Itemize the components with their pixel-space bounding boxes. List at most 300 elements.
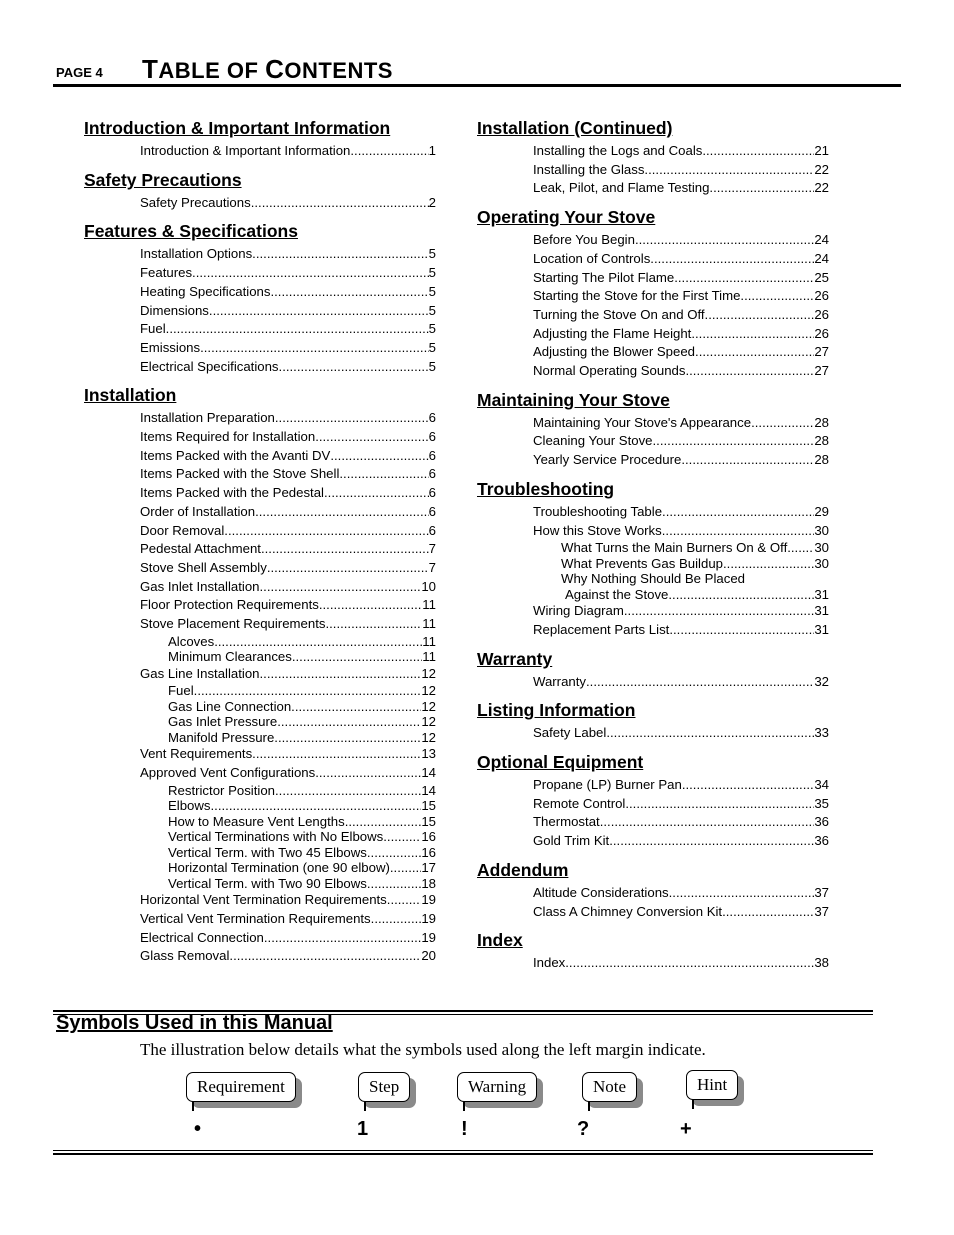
toc-entry	[84, 745, 436, 764]
header-rule	[53, 84, 901, 87]
entry-page-number: 37	[814, 903, 829, 919]
toc-left-column	[84, 118, 436, 975]
toc-entry	[84, 876, 436, 892]
toc-section	[84, 385, 436, 966]
entry-page-number: 35	[814, 795, 829, 811]
entry-title: Leak, Pilot, and Flame Testing	[533, 180, 710, 196]
entry-title: Adjusting the Blower Speed	[533, 344, 696, 360]
section-heading: Operating Your Stove	[477, 207, 656, 228]
toc-entry	[84, 559, 436, 578]
entry-page-number: 12	[421, 714, 436, 730]
entry-title: Fuel	[168, 683, 194, 699]
symbols-description: The illustration below details what the symbols used along the left margin indicate.	[140, 1040, 706, 1059]
dot-leader	[339, 465, 428, 484]
toc-section	[477, 700, 829, 743]
dot-leader	[625, 795, 814, 814]
dot-leader	[705, 306, 815, 325]
entry-title: Items Packed with the Pedestal	[140, 485, 324, 501]
entry-page-number: 31	[814, 586, 829, 602]
entry-page-number: 5	[428, 358, 436, 374]
section-heading: Warranty	[477, 648, 553, 669]
toc-entry	[84, 320, 436, 339]
section-heading: Listing Information	[477, 700, 636, 721]
dot-leader	[275, 783, 421, 799]
dot-leader	[324, 484, 429, 503]
entry-page-number: 30	[814, 540, 829, 556]
toc-right-column	[477, 118, 829, 982]
entry-title: Electrical Connection	[140, 929, 264, 945]
entry-title: Class A Chimney Conversion Kit	[533, 903, 723, 919]
entry-page-number: 37	[814, 884, 829, 900]
page-number: PAGE 4	[56, 65, 103, 80]
entry-title: Safety Precautions	[140, 194, 251, 210]
entry-page-number: 10	[421, 578, 436, 594]
dot-leader	[315, 764, 421, 783]
warning-exclamation-icon: !	[461, 1118, 468, 1140]
entry-title: Order of Installation	[140, 503, 256, 519]
entry-title: Electrical Specifications	[140, 358, 279, 374]
entry-page-number: 30	[814, 522, 829, 538]
dot-leader	[260, 578, 422, 597]
dot-leader	[371, 910, 422, 929]
entry-page-number: 7	[428, 559, 436, 575]
entry-title: Gas Line Connection	[168, 698, 292, 714]
symbols-title: Symbols Used in this Manual	[56, 1012, 333, 1034]
toc-entry	[84, 596, 436, 615]
toc-entry	[84, 339, 436, 358]
section-heading: Installation (Continued)	[477, 118, 673, 138]
entry-title: Adjusting the Flame Height	[533, 325, 692, 341]
entry-page-number: 17	[421, 860, 436, 876]
page-header	[56, 52, 901, 86]
toc-entry	[84, 264, 436, 283]
entry-page-number: 5	[428, 321, 436, 337]
dot-leader	[315, 428, 428, 447]
dot-leader	[662, 522, 815, 541]
section-heading: Safety Precautions	[84, 169, 242, 190]
entry-title: Gold Trim Kit	[533, 833, 610, 849]
entry-title: Emissions	[140, 339, 201, 355]
toc-entry	[84, 283, 436, 302]
dot-leader	[275, 409, 429, 428]
divider	[53, 1150, 873, 1151]
toc-entry	[477, 602, 829, 621]
dot-leader	[709, 179, 814, 198]
dot-leader	[624, 602, 814, 621]
dot-leader	[367, 845, 421, 861]
entry-page-number: 14	[421, 782, 436, 798]
entry-title: Altitude Considerations	[533, 884, 669, 900]
entry-title: Pedestal Attachment	[140, 541, 261, 557]
entry-title: Installation Options	[140, 246, 253, 262]
entry-title: Normal Operating Sounds	[533, 363, 686, 379]
section-heading: Troubleshooting	[477, 478, 615, 499]
dot-leader	[279, 358, 429, 377]
dot-leader	[261, 540, 429, 559]
toc-section	[477, 207, 829, 381]
toc-entry	[84, 503, 436, 522]
dot-leader	[787, 540, 814, 556]
entry-title: Vertical Term. with Two 90 Elbows	[168, 875, 367, 891]
entry-page-number: 6	[428, 429, 436, 445]
dot-leader	[350, 142, 428, 161]
entry-page-number: 25	[814, 269, 829, 285]
section-heading: Index	[477, 930, 523, 951]
toc-entry	[477, 343, 829, 362]
entry-page-number: 13	[421, 746, 436, 762]
toc-entry	[477, 556, 829, 572]
warning-bubble	[457, 1072, 537, 1102]
entry-title: Wiring Diagram	[533, 603, 624, 619]
toc-entry	[477, 954, 829, 973]
dot-leader	[668, 587, 814, 603]
toc-entry	[477, 287, 829, 306]
dot-leader	[600, 813, 815, 832]
toc-entry	[477, 776, 829, 795]
entry-title: Floor Protection Requirements	[140, 597, 319, 613]
entry-title: Maintaining Your Stove's Appearance	[533, 414, 752, 430]
entry-page-number: 11	[422, 649, 436, 665]
toc-section	[477, 752, 829, 851]
dot-leader	[390, 860, 421, 876]
entry-page-number: 5	[428, 283, 436, 299]
toc-entry	[84, 428, 436, 447]
toc-entry	[84, 522, 436, 541]
entry-page-number: 6	[428, 447, 436, 463]
entry-page-number: 12	[421, 665, 436, 681]
toc-entry	[84, 683, 436, 699]
entry-page-number: 19	[421, 911, 436, 927]
entry-page-number: 5	[428, 302, 436, 318]
entry-title: Fuel	[140, 321, 166, 337]
entry-page-number: 30	[814, 555, 829, 571]
dot-leader	[695, 343, 814, 362]
toc-entry	[477, 724, 829, 743]
toc-entry	[84, 829, 436, 845]
toc-entry	[477, 142, 829, 161]
toc-entry	[84, 142, 436, 161]
entry-page-number: 26	[814, 288, 829, 304]
dot-leader	[325, 615, 422, 634]
toc-section	[477, 649, 829, 692]
entry-title: Starting The Pilot Flame	[533, 269, 675, 285]
toc-entry	[477, 231, 829, 250]
dot-leader	[669, 884, 815, 903]
dot-leader	[609, 832, 814, 851]
section-heading: Features & Specifications	[84, 221, 298, 242]
entry-title: What Prevents Gas Buildup	[561, 555, 723, 571]
dot-leader	[565, 954, 814, 973]
dot-leader	[252, 245, 428, 264]
toc-entry	[84, 730, 436, 746]
toc-entry	[477, 161, 829, 180]
toc-entry	[477, 522, 829, 541]
entry-page-number: 27	[814, 344, 829, 360]
toc-entry	[84, 891, 436, 910]
dot-leader	[367, 876, 421, 892]
dot-leader	[644, 161, 814, 180]
toc-entry	[477, 451, 829, 470]
hint-label: Hint	[686, 1070, 738, 1100]
entry-title: Safety Label	[533, 725, 607, 741]
toc-section	[477, 390, 829, 470]
toc-entry	[477, 269, 829, 288]
dot-leader	[387, 891, 422, 910]
entry-title: Warranty	[533, 673, 587, 689]
entry-title: Turning the Stove On and Off	[533, 306, 705, 322]
toc-entry	[84, 615, 436, 634]
entry-title: Restrictor Position	[168, 782, 276, 798]
toc-entry	[477, 306, 829, 325]
dot-leader	[255, 503, 429, 522]
dot-leader	[345, 814, 422, 830]
hint-plus-icon: +	[680, 1118, 692, 1140]
divider	[53, 1153, 873, 1155]
toc-section	[477, 860, 829, 921]
toc-entry	[477, 179, 829, 198]
dot-leader	[635, 231, 814, 250]
toc-entry	[84, 860, 436, 876]
toc-entry	[84, 699, 436, 715]
step-label: Step	[358, 1072, 410, 1102]
toc-section	[84, 118, 436, 161]
toc-entry	[477, 432, 829, 451]
entry-title: Vent Requirements	[140, 746, 253, 762]
entry-title: Gas Inlet Installation	[140, 578, 260, 594]
toc-entry	[84, 540, 436, 559]
toc-entry	[84, 910, 436, 929]
toc-section	[477, 118, 829, 198]
entry-title: Stove Placement Requirements	[140, 616, 326, 632]
entry-title: Why Nothing Should Be Placed	[561, 571, 746, 587]
toc-entry	[84, 798, 436, 814]
entry-title: Propane (LP) Burner Pan	[533, 777, 682, 793]
step-number-icon: 1	[357, 1118, 369, 1140]
toc-section	[84, 170, 436, 213]
entry-page-number: 26	[814, 306, 829, 322]
requirement-bubble	[186, 1072, 296, 1102]
dot-leader	[674, 269, 814, 288]
entry-title: Yearly Service Procedure	[533, 452, 682, 468]
entry-title: Gas Line Installation	[140, 665, 260, 681]
entry-page-number: 24	[814, 250, 829, 266]
entry-page-number: 38	[814, 955, 829, 971]
entry-title: Location of Controls	[533, 250, 651, 266]
dot-leader	[653, 432, 815, 451]
toc-entry	[477, 884, 829, 903]
entry-page-number: 31	[814, 621, 829, 637]
entry-page-number: 19	[421, 892, 436, 908]
entry-page-number: 6	[428, 522, 436, 538]
entry-page-number: 29	[814, 503, 829, 519]
toc-entry	[84, 764, 436, 783]
toc-entry	[477, 795, 829, 814]
entry-page-number: 22	[814, 161, 829, 177]
dot-leader	[252, 745, 421, 764]
page-title: TABLE OF CONTENTS	[142, 54, 393, 84]
dot-leader	[166, 320, 429, 339]
dot-leader	[330, 447, 428, 466]
dot-leader	[740, 287, 814, 306]
entry-page-number: 31	[814, 603, 829, 619]
toc-entry	[84, 665, 436, 684]
toc-entry	[477, 362, 829, 381]
dot-leader	[606, 724, 814, 743]
dot-leader	[722, 903, 814, 922]
entry-page-number: 20	[421, 948, 436, 964]
toc-section	[84, 221, 436, 376]
entry-page-number: 5	[428, 339, 436, 355]
dot-leader	[209, 302, 429, 321]
entry-page-number: 12	[421, 729, 436, 745]
dot-leader	[681, 451, 814, 470]
entry-page-number: 22	[814, 180, 829, 196]
entry-page-number: 6	[428, 503, 436, 519]
entry-title: Dimensions	[140, 302, 209, 318]
toc-entry	[84, 714, 436, 730]
toc-entry	[477, 903, 829, 922]
toc-entry	[477, 503, 829, 522]
entry-page-number: 14	[421, 765, 436, 781]
dot-leader	[691, 325, 814, 344]
toc-entry	[477, 571, 829, 587]
entry-title: Remote Control	[533, 795, 626, 811]
toc-section	[477, 479, 829, 640]
entry-title: Vertical Term. with Two 45 Elbows	[168, 844, 367, 860]
entry-title: Alcoves	[168, 633, 215, 649]
toc-entry	[84, 447, 436, 466]
entry-title: Installing the Logs and Coals	[533, 143, 703, 158]
dot-leader	[751, 414, 814, 433]
dot-leader	[291, 699, 421, 715]
entry-title: Glass Removal	[140, 948, 230, 964]
entry-title: Minimum Clearances	[168, 649, 292, 665]
entry-title: Elbows	[168, 798, 211, 814]
entry-title: Items Packed with the Avanti DV	[140, 447, 331, 463]
entry-page-number: 6	[428, 485, 436, 501]
entry-title: Door Removal	[140, 522, 225, 538]
section-heading: Installation	[84, 385, 177, 406]
entry-title: What Turns the Main Burners On & Off	[561, 540, 788, 556]
dot-leader	[669, 621, 814, 640]
dot-leader	[229, 947, 421, 966]
toc-entry	[84, 634, 436, 650]
entry-title: Horizontal Termination (one 90 elbow)	[168, 860, 390, 876]
toc-entry	[84, 649, 436, 665]
dot-leader	[211, 798, 422, 814]
dot-leader	[200, 339, 429, 358]
toc-entry	[477, 673, 829, 692]
toc-entry	[84, 929, 436, 948]
dot-leader	[662, 503, 814, 522]
toc-entry	[477, 325, 829, 344]
entry-title: Features	[140, 265, 193, 281]
toc-entry	[84, 845, 436, 861]
entry-page-number: 1	[428, 143, 436, 158]
step-bubble	[358, 1072, 410, 1102]
entry-title: Stove Shell Assembly	[140, 559, 267, 575]
entry-title: Installing the Glass	[533, 161, 645, 177]
section-heading: Introduction & Important Information	[84, 118, 391, 138]
entry-title: Items Packed with the Stove Shell	[140, 466, 340, 482]
dot-leader	[702, 142, 814, 161]
section-heading: Addendum	[477, 859, 569, 880]
entry-page-number: 7	[428, 541, 436, 557]
dot-leader	[274, 730, 421, 746]
dot-leader	[192, 264, 429, 283]
section-heading: Maintaining Your Stove	[477, 389, 670, 410]
entry-page-number: 16	[421, 829, 436, 845]
toc-entry	[84, 484, 436, 503]
entry-title: Approved Vent Configurations	[140, 765, 316, 781]
entry-page-number: 28	[814, 414, 829, 430]
entry-title: Manifold Pressure	[168, 729, 275, 745]
toc-entry	[477, 414, 829, 433]
dot-leader	[224, 522, 428, 541]
toc-entry	[84, 947, 436, 966]
dot-leader	[267, 559, 429, 578]
toc-entry	[84, 194, 436, 213]
entry-page-number: 15	[421, 813, 436, 829]
dot-leader	[650, 250, 814, 269]
entry-page-number: 34	[814, 777, 829, 793]
entry-page-number: 16	[421, 844, 436, 860]
entry-page-number: 15	[421, 798, 436, 814]
dot-leader	[383, 829, 421, 845]
toc-entry	[84, 465, 436, 484]
toc-entry	[477, 540, 829, 556]
entry-page-number: 6	[428, 410, 436, 426]
toc-entry	[84, 814, 436, 830]
entry-page-number: 5	[428, 265, 436, 281]
toc-entry	[477, 621, 829, 640]
entry-title: Index	[533, 955, 566, 971]
entry-title: Thermostat	[533, 814, 600, 830]
dot-leader	[319, 596, 422, 615]
dot-leader	[685, 362, 814, 381]
entry-title: How this Stove Works	[533, 522, 662, 538]
dot-leader	[270, 283, 428, 302]
toc-entry	[477, 832, 829, 851]
entry-page-number: 6	[428, 466, 436, 482]
dot-leader	[251, 194, 429, 213]
entry-page-number: 24	[814, 232, 829, 248]
entry-title: Vertical Vent Termination Requirements	[140, 911, 371, 927]
entry-page-number: 21	[814, 143, 829, 158]
entry-page-number: 28	[814, 433, 829, 449]
entry-title: Horizontal Vent Termination Requirements	[140, 892, 387, 908]
toc-entry	[84, 245, 436, 264]
entry-title: Troubleshooting Table	[533, 503, 663, 519]
entry-title: Gas Inlet Pressure	[168, 714, 278, 730]
dot-leader	[682, 776, 815, 795]
entry-page-number: 36	[814, 833, 829, 849]
entry-page-number: 33	[814, 725, 829, 741]
entry-page-number: 11	[422, 597, 436, 613]
entry-title: Introduction & Important Information	[140, 143, 351, 158]
note-question-icon: ?	[577, 1118, 590, 1140]
dot-leader	[277, 714, 421, 730]
entry-title: Heating Specifications	[140, 283, 271, 299]
entry-title: Starting the Stove for the First Time	[533, 288, 741, 304]
entry-page-number: 19	[421, 929, 436, 945]
note-label: Note	[582, 1072, 637, 1102]
entry-title: How to Measure Vent Lengths	[168, 813, 345, 829]
note-bubble	[582, 1072, 637, 1102]
toc-section	[477, 930, 829, 973]
dot-leader	[260, 665, 422, 684]
toc-entry	[477, 587, 829, 603]
